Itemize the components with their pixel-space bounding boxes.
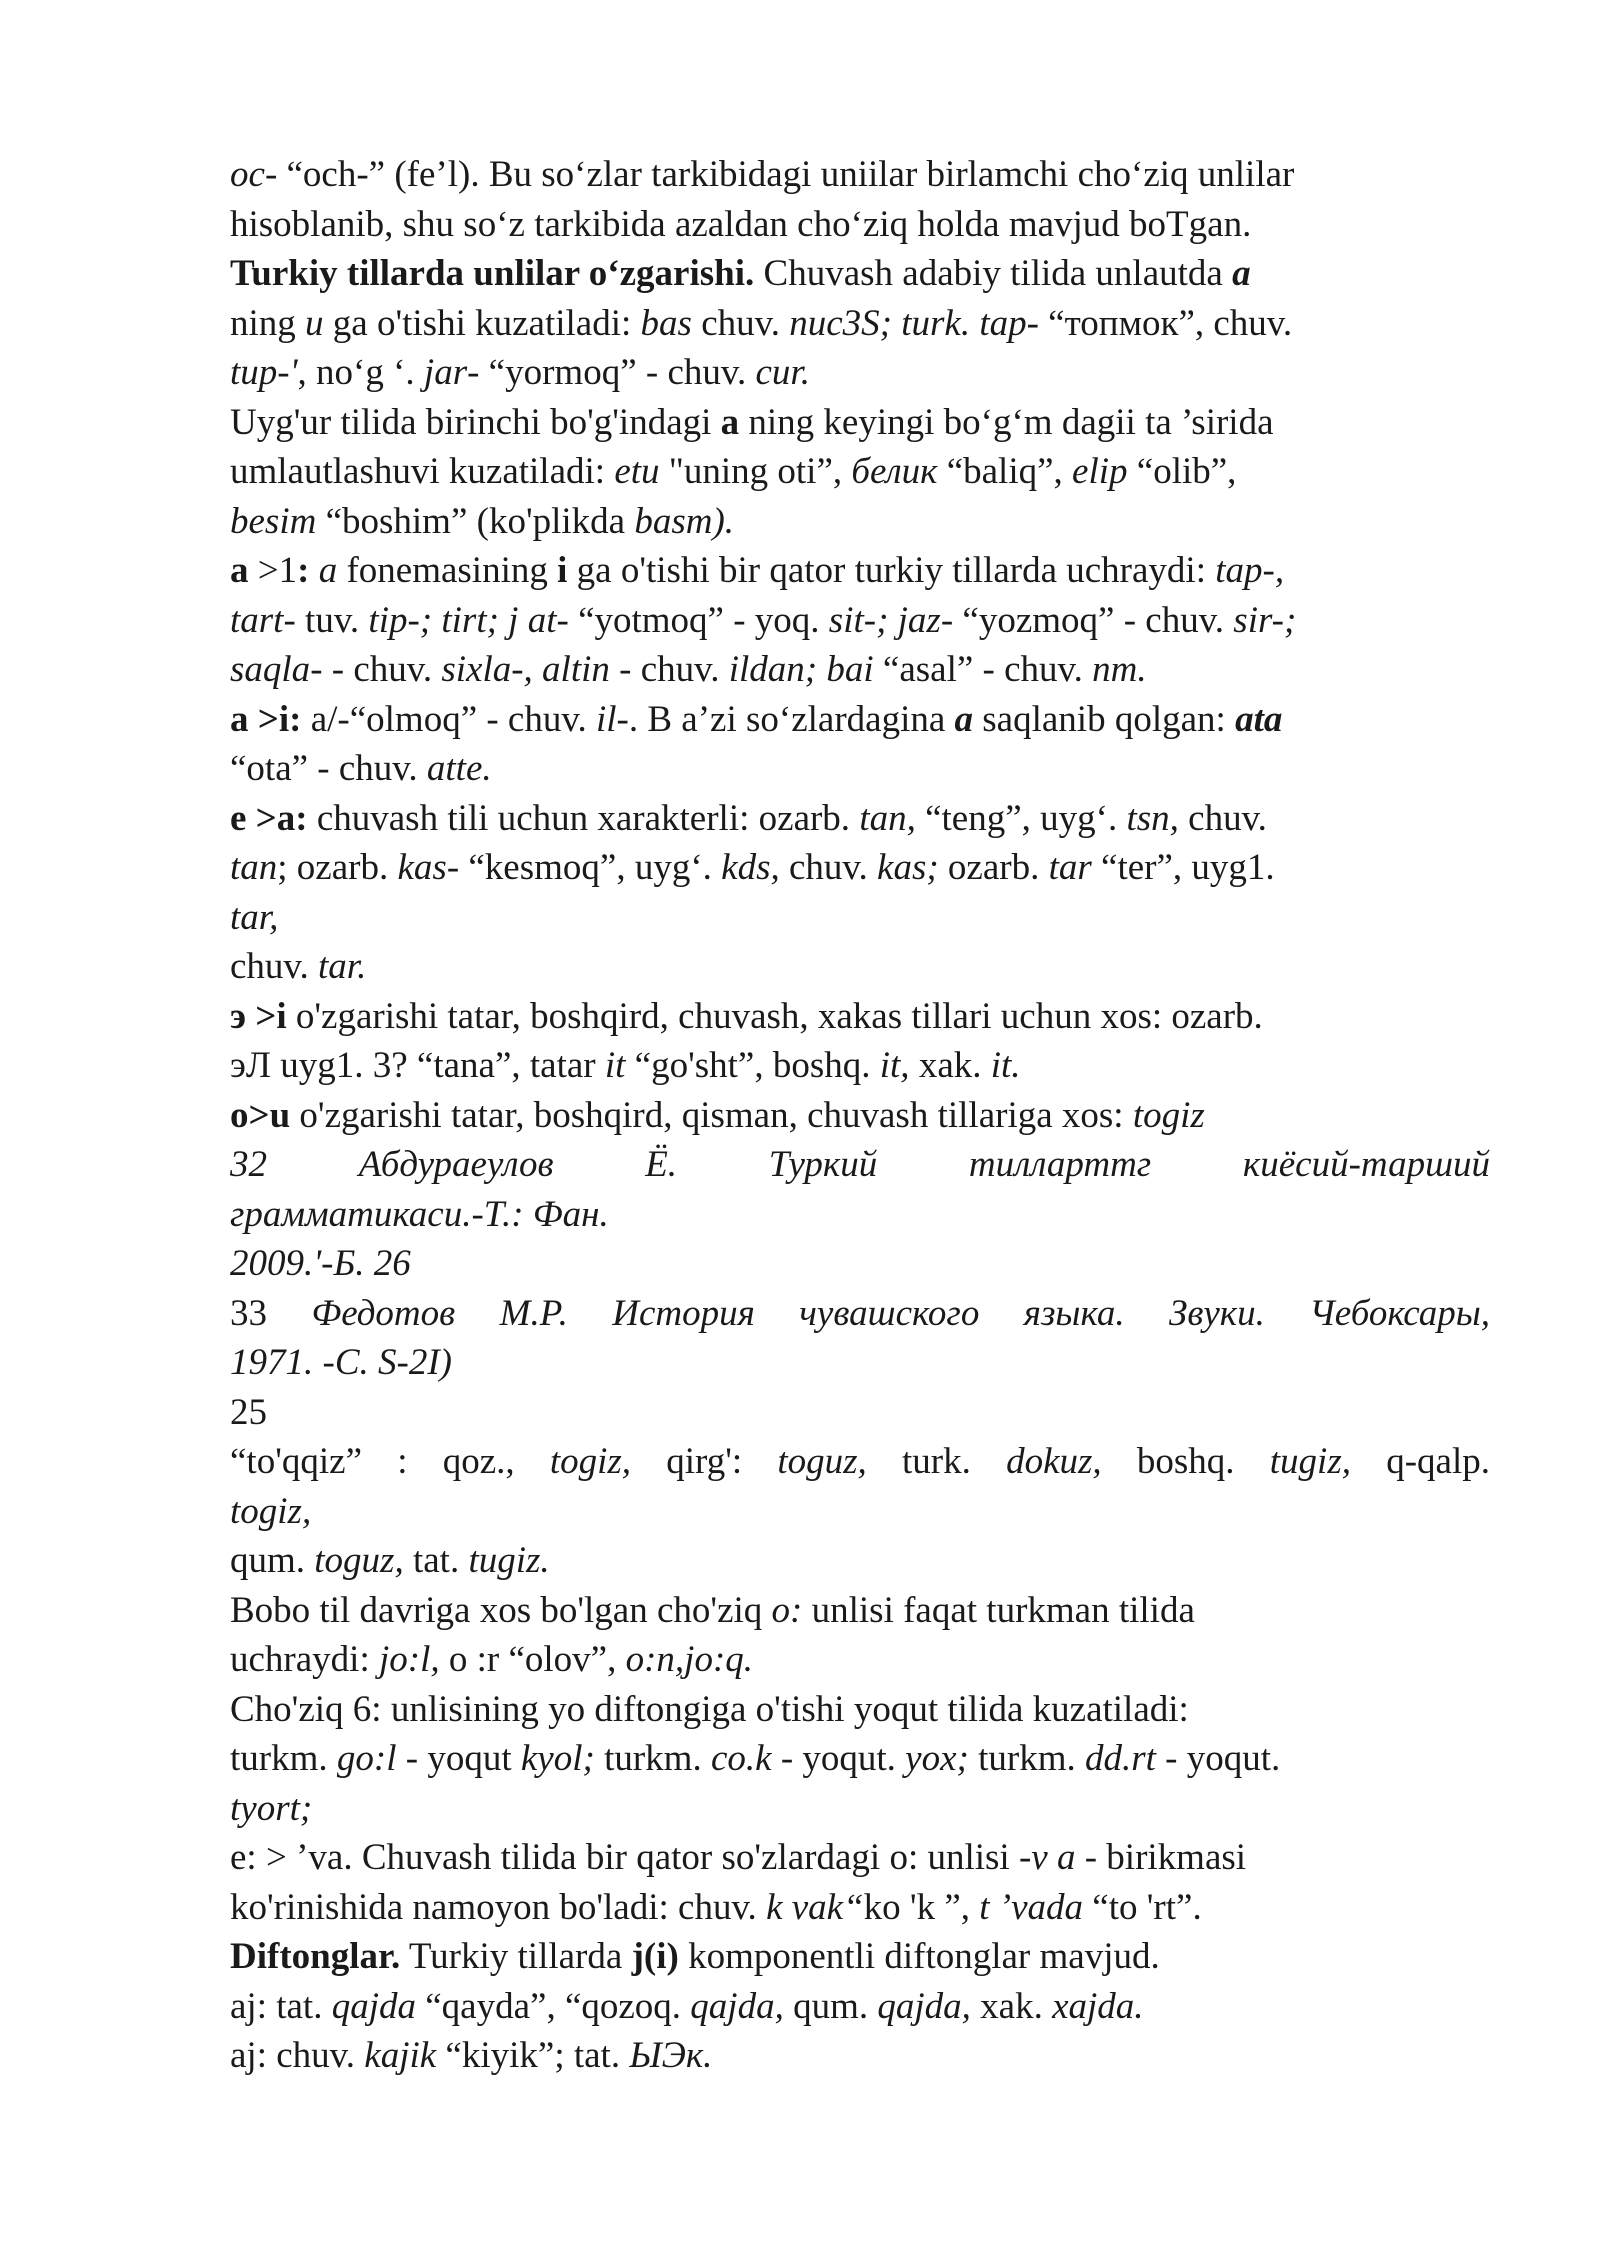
text-run: it, bbox=[879, 1045, 910, 1086]
text-run bbox=[309, 550, 318, 591]
text-run: tar, bbox=[230, 896, 279, 938]
text-run: o :r “olov”, bbox=[439, 1639, 626, 1680]
text-line bbox=[230, 1833, 1490, 1883]
text-run: toguz, bbox=[314, 1540, 404, 1581]
text-run: o: bbox=[771, 1589, 803, 1631]
text-line bbox=[230, 150, 1490, 200]
text-line bbox=[230, 794, 1490, 844]
text-run: xak. bbox=[970, 1985, 1053, 2027]
text-run: besim bbox=[230, 500, 317, 542]
text-run: tan, bbox=[859, 797, 916, 839]
text-run: Uyg'ur tilida birinchi bo'g'indagi bbox=[230, 401, 721, 443]
text-run: bas bbox=[640, 302, 692, 344]
text-line bbox=[230, 447, 1490, 497]
text-run: dokuz, bbox=[1006, 1441, 1102, 1482]
text-line bbox=[230, 1239, 1490, 1289]
text-run: o:n,jo:q. bbox=[625, 1639, 754, 1680]
text-run: э >i bbox=[230, 995, 287, 1037]
text-line bbox=[230, 1784, 1490, 1834]
text-run: “ter”, uyg1. bbox=[1091, 847, 1275, 888]
text-line bbox=[230, 1388, 1490, 1438]
text-run: jo:l, bbox=[378, 1639, 440, 1680]
document-page bbox=[230, 150, 1490, 2081]
text-run: umlautlashuvi kuzatiladi: bbox=[230, 451, 615, 492]
text-run: t ’vada bbox=[979, 1886, 1084, 1928]
text-run: tyort; bbox=[230, 1787, 313, 1829]
text-run: kas bbox=[397, 847, 447, 888]
text-run: toguz, bbox=[777, 1441, 867, 1482]
text-line bbox=[230, 299, 1490, 349]
text-run: “baliq”, bbox=[937, 451, 1073, 492]
text-run: it. bbox=[990, 1045, 1021, 1086]
text-run: грамматикаси.-Т.: Фан. bbox=[230, 1193, 609, 1235]
text-run: ko 'k ”, bbox=[863, 1886, 980, 1928]
text-run: - tuv. bbox=[283, 599, 369, 641]
text-run: ning bbox=[230, 302, 306, 344]
text-run: Chuvash adabiy tilida unlautda bbox=[754, 253, 1233, 294]
text-run: “go'sht”, boshq. bbox=[625, 1045, 880, 1086]
text-run: a bbox=[230, 550, 249, 591]
text-run: turkm. bbox=[230, 1738, 337, 1779]
text-run: togiz, bbox=[549, 1441, 632, 1482]
text-run: chuv. bbox=[779, 847, 878, 888]
text-run: oc bbox=[230, 154, 265, 195]
text-run: qum. bbox=[230, 1540, 315, 1581]
text-run: j(i) bbox=[631, 1936, 679, 1977]
text-run: tart bbox=[230, 599, 284, 641]
text-run: e: > ’va. Chuvash tilida bir qator so'zlardagi o: unlisi bbox=[230, 1837, 1019, 1878]
text-run: ozarb. bbox=[938, 847, 1049, 888]
text-run: dd.rt bbox=[1084, 1738, 1156, 1779]
text-run: 33 bbox=[230, 1292, 312, 1334]
text-run: uchraydi: bbox=[230, 1639, 379, 1680]
text-run: “qayda”, “qozoq. bbox=[416, 1985, 691, 2027]
text-run: “kiyik”; tat. bbox=[436, 2035, 630, 2076]
text-run: chuv. bbox=[1178, 797, 1267, 839]
text-run: qirg': bbox=[631, 1441, 778, 1482]
text-run: - “kesmoq”, uyg‘. bbox=[446, 847, 722, 888]
text-run: i bbox=[557, 550, 568, 591]
text-run: ko'rinishida namoyon bo'ladi: chuv. bbox=[230, 1886, 767, 1928]
text-run: tap-, bbox=[1215, 550, 1285, 591]
text-run: a >i: bbox=[230, 698, 302, 740]
text-run: - chuv. bbox=[609, 649, 729, 690]
text-run: “olib”, bbox=[1127, 451, 1237, 492]
text-run: xak. bbox=[909, 1045, 991, 1086]
text-run: fonemasining bbox=[337, 550, 558, 591]
text-run: turk. bbox=[866, 1441, 1007, 1482]
text-run: tip-; tirt; j at bbox=[368, 599, 557, 641]
text-run: a bbox=[1232, 253, 1251, 294]
text-line bbox=[230, 992, 1490, 1042]
text-run: q-qalp. bbox=[1351, 1441, 1490, 1482]
text-run: sixla-, altin bbox=[441, 649, 610, 690]
text-run: togiz bbox=[1132, 1094, 1205, 1136]
text-line bbox=[230, 942, 1490, 992]
text-run: o'zgarishi tatar, boshqird, qisman, chuvash tillariga xos: bbox=[290, 1094, 1133, 1136]
text-line bbox=[230, 249, 1490, 299]
text-run: -v a bbox=[1018, 1837, 1076, 1878]
text-line bbox=[230, 1140, 1490, 1190]
text-run: kyol; bbox=[520, 1738, 595, 1779]
text-line bbox=[230, 348, 1490, 398]
text-run: tup-' bbox=[230, 352, 298, 393]
text-line bbox=[230, 1586, 1490, 1636]
text-run: co.k bbox=[710, 1738, 772, 1779]
text-line bbox=[230, 1883, 1490, 1933]
text-run: togiz, bbox=[230, 1490, 312, 1532]
text-line bbox=[230, 1982, 1490, 2032]
text-run: basm). bbox=[634, 500, 735, 542]
text-run: - - chuv. bbox=[310, 649, 442, 690]
text-line bbox=[230, 1338, 1490, 1388]
text-line bbox=[230, 1437, 1490, 1487]
text-run: - “och-” (fe’l). Bu so‘zlar tarkibidagi uniilar birlamchi cho‘ziq unlilar bbox=[264, 154, 1295, 195]
text-run: Cho'ziq 6: unlisining yo diftongiga o'tishi yoqut tilida kuzatiladi: bbox=[230, 1688, 1189, 1730]
text-run: - yoqut bbox=[396, 1738, 521, 1779]
text-run: - yoqut. bbox=[771, 1738, 906, 1779]
text-run: Diftonglar. bbox=[230, 1936, 401, 1977]
text-line bbox=[230, 596, 1490, 646]
text-line bbox=[230, 1635, 1490, 1685]
text-run: Федотов М.Р. История чувашского языка. Звуки. Чебоксары, bbox=[311, 1292, 1490, 1334]
text-run: cur. bbox=[755, 352, 810, 393]
text-run: hisoblanib, shu so‘z tarkibida azaldan cho‘ziq holda mavjud boTgan. bbox=[230, 203, 1252, 245]
text-run: yox; bbox=[905, 1738, 969, 1779]
text-run: : bbox=[297, 550, 310, 591]
text-run: xajda. bbox=[1052, 1985, 1144, 2027]
text-run: chuv. bbox=[230, 946, 319, 987]
text-run: tugiz, bbox=[1269, 1441, 1351, 1482]
text-run: elip bbox=[1072, 451, 1128, 492]
text-line bbox=[230, 200, 1490, 250]
text-line bbox=[230, 1487, 1490, 1537]
text-line bbox=[230, 1289, 1490, 1339]
text-run: - “yotmoq” - yoq. bbox=[556, 599, 829, 641]
text-run: turkm. bbox=[968, 1738, 1085, 1779]
text-run: k vak“ bbox=[766, 1886, 864, 1928]
text-run: qajda, bbox=[877, 1985, 971, 2027]
text-run: turkm. bbox=[594, 1738, 711, 1779]
text-run: “teng”, uyg‘. bbox=[915, 797, 1127, 839]
text-run: tan bbox=[230, 847, 278, 888]
text-run: tsn, bbox=[1126, 797, 1179, 839]
text-run: a/-“olmoq” - chuv. bbox=[301, 698, 596, 740]
text-line bbox=[230, 695, 1490, 745]
text-run: белик bbox=[851, 451, 938, 492]
text-run: qajda, bbox=[690, 1985, 784, 2027]
text-run: e >a: bbox=[230, 797, 308, 839]
text-run: saqla bbox=[230, 649, 311, 690]
text-run: ga o'tishi kuzatiladi: bbox=[323, 302, 641, 344]
text-line bbox=[230, 843, 1490, 893]
text-run: -. B a’zi so‘zlardagina bbox=[616, 698, 955, 740]
text-run: jar bbox=[423, 352, 468, 393]
text-run: - birikmasi bbox=[1075, 1837, 1247, 1878]
text-run: atte. bbox=[426, 748, 492, 789]
text-run: tar. bbox=[318, 946, 367, 987]
text-run: sit-; jaz bbox=[828, 599, 941, 641]
text-run: qajda bbox=[331, 1985, 416, 2027]
text-run: “to'qqiz” : qoz., bbox=[230, 1441, 550, 1482]
text-run: qum. bbox=[783, 1985, 878, 2027]
text-run: tat. bbox=[403, 1540, 469, 1581]
text-run: ata bbox=[1235, 698, 1283, 740]
text-run: ning keyingi bo‘g‘m dagii ta ’sirida bbox=[739, 401, 1274, 443]
text-run: o>u bbox=[230, 1094, 291, 1136]
text-run: it bbox=[604, 1045, 626, 1086]
text-run: sir-; bbox=[1233, 599, 1297, 641]
text-run: “boshim” (ko'plikda bbox=[316, 500, 635, 542]
text-run: il bbox=[595, 698, 617, 740]
text-line bbox=[230, 497, 1490, 547]
text-line bbox=[230, 2031, 1490, 2081]
text-run: Turkiy tillarda bbox=[400, 1936, 632, 1977]
text-run: a bbox=[318, 550, 338, 591]
text-run: Turkiy tillarda unlilar o‘zgarishi. bbox=[230, 253, 755, 294]
text-line bbox=[230, 1091, 1490, 1141]
text-run: o'zgarishi tatar, boshqird, chuvash, xakas tillari uchun xos: ozarb. bbox=[286, 995, 1263, 1037]
text-run: “to 'rt”. bbox=[1083, 1886, 1202, 1928]
text-run: unlisi faqat turkman tilida bbox=[802, 1589, 1195, 1631]
text-run: - “yormoq” - chuv. bbox=[467, 352, 756, 393]
text-run: ЫЭк. bbox=[629, 2035, 713, 2076]
text-run: nm. bbox=[1092, 649, 1147, 690]
text-run: a bbox=[720, 401, 740, 443]
text-line bbox=[230, 1190, 1490, 1240]
text-run: go:l bbox=[336, 1738, 397, 1779]
text-run: >1 bbox=[248, 550, 298, 591]
text-run: boshq. bbox=[1101, 1441, 1270, 1482]
text-run: etu bbox=[614, 451, 660, 492]
text-run: Bobo til davriga xos bo'lgan cho'ziq bbox=[230, 1589, 772, 1631]
text-run: ildan; bai bbox=[728, 649, 874, 690]
text-run: - “топмок”, chuv. bbox=[1026, 302, 1293, 344]
text-run: a bbox=[954, 698, 974, 740]
text-run: ; ozarb. bbox=[277, 847, 398, 888]
text-run: aj: tat. bbox=[230, 1985, 332, 2027]
text-run: kajik bbox=[364, 2035, 437, 2076]
text-run: 2009.'-Б. 26 bbox=[230, 1243, 411, 1284]
text-line bbox=[230, 1685, 1490, 1735]
text-line bbox=[230, 1932, 1490, 1982]
text-run: kas; bbox=[877, 847, 939, 888]
text-line bbox=[230, 546, 1490, 596]
text-run: aj: chuv. bbox=[230, 2035, 365, 2076]
text-run: tugiz. bbox=[468, 1540, 550, 1581]
text-line bbox=[230, 1536, 1490, 1586]
text-run: komponentli diftonglar mavjud. bbox=[678, 1936, 1160, 1977]
text-run: u bbox=[305, 302, 324, 344]
text-run: эЛ uyg1. 3? “tana”, tatar bbox=[230, 1045, 605, 1086]
text-line bbox=[230, 893, 1490, 943]
text-line bbox=[230, 1041, 1490, 1091]
text-line bbox=[230, 1734, 1490, 1784]
text-run: ga o'tishi bir qator turkiy tillarda uchraydi: bbox=[567, 550, 1216, 591]
text-run: tar bbox=[1048, 847, 1092, 888]
text-run: 25 bbox=[230, 1391, 267, 1433]
text-run: chuv. bbox=[691, 302, 790, 344]
text-run: , no‘g ‘. bbox=[297, 352, 424, 393]
text-run: kds, bbox=[721, 847, 780, 888]
text-run: nuc3S; turk. tap bbox=[789, 302, 1027, 344]
text-line bbox=[230, 744, 1490, 794]
text-run: saqlanib qolgan: bbox=[973, 698, 1236, 740]
text-line bbox=[230, 398, 1490, 448]
text-run: - “yozmoq” - chuv. bbox=[940, 599, 1234, 641]
text-run: 32 Абдураеулов Ё. Туркий тилларттг киёсий-тарший bbox=[230, 1144, 1490, 1185]
text-run: "uning oti”, bbox=[659, 451, 852, 492]
text-run: chuvash tili uchun xarakterli: ozarb. bbox=[307, 797, 860, 839]
text-line bbox=[230, 645, 1490, 695]
text-run: “ota” - chuv. bbox=[230, 748, 427, 789]
text-run: 1971. -С. S-2I) bbox=[230, 1342, 452, 1383]
text-run: - yoqut. bbox=[1155, 1738, 1281, 1779]
text-run: “asal” - chuv. bbox=[873, 649, 1093, 690]
